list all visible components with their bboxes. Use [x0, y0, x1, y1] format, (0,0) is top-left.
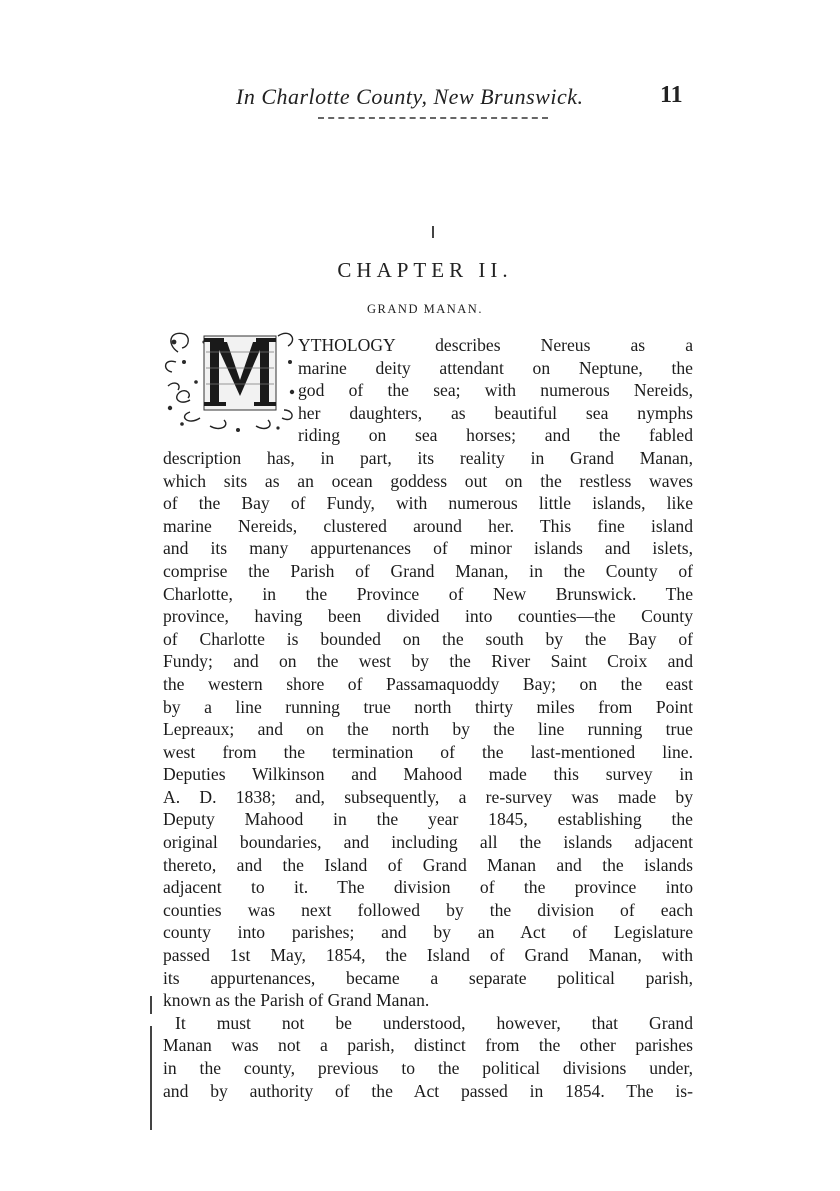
text-line: god of the sea; with numerous Nereids, [298, 380, 693, 401]
text-line: in the county, previous to the political divisions under, [163, 1058, 693, 1078]
text-line: It must not be understood, however, that Grand [175, 1012, 693, 1033]
text-line: by a line running true north thirty miles from Point [163, 696, 693, 717]
text-line: description has, in part, its reality in Grand Manan, [163, 447, 693, 468]
text-line: Charlotte, in the Province of New Brunswick. The [163, 583, 693, 604]
text-line: original boundaries, and including all the islands adjacent [163, 832, 693, 853]
text-line: west from the termination of the last-mentioned line. [163, 741, 693, 762]
text-line: marine deity attendant on Neptune, the [298, 357, 693, 378]
text-line: and its many appurtenances of minor islands and islets, [163, 538, 693, 559]
section-title: GRAND MANAN. [367, 302, 483, 316]
text-line: its appurtenances, became a separate political parish, [163, 967, 693, 988]
text-line: comprise the Parish of Grand Manan, in the County of [163, 560, 693, 581]
decorative-tick [432, 226, 434, 238]
text-line: Fundy; and on the west by the River Saint Croix and [163, 651, 693, 672]
header-rule [318, 117, 548, 119]
text-line: Lepreaux; and on the north by the line running true [163, 719, 693, 740]
chapter-title: CHAPTER II. [337, 258, 513, 282]
text-line: and by authority of the Act passed in 1854. The is- [163, 1080, 693, 1101]
page-number: 11 [660, 82, 683, 108]
body-text [163, 334, 693, 1102]
text-line: her daughters, as beautiful sea nymphs [298, 402, 693, 423]
text-line: which sits as an ocean goddess out on the restless waves [163, 470, 693, 491]
text-line: Deputies Wilkinson and Mahood made this survey in [163, 764, 693, 785]
margin-mark [150, 996, 152, 1014]
text-line: counties was next followed by the division of each [163, 899, 693, 920]
text-line: of the Bay of Fundy, with numerous little islands, like [163, 493, 693, 514]
text-line: riding on sea horses; and the fabled [298, 425, 693, 446]
text-line: marine Nereids, clustered around her. This fine island [163, 515, 693, 536]
margin-mark [150, 1026, 152, 1130]
text-line: the western shore of Passamaquoddy Bay; on the east [163, 673, 693, 694]
text-line: passed 1st May, 1854, the Island of Grand Manan, with [163, 945, 693, 966]
running-head: In Charlotte County, New Brunswick. [236, 84, 584, 109]
text-line: province, having been divided into counties—the County [163, 606, 693, 627]
text-line: Deputy Mahood in the year 1845, establishing the [163, 809, 693, 830]
text-line: of Charlotte is bounded on the south by the Bay of [163, 628, 693, 649]
text-line: adjacent to it. The division of the province into [163, 877, 693, 898]
text-line: Manan was not a parish, distinct from the other parishes [163, 1035, 693, 1056]
text-line: A. D. 1838; and, subsequently, a re-survey was made by [163, 786, 693, 807]
text-line: thereto, and the Island of Grand Manan and the islands [163, 854, 693, 875]
text-line: county into parishes; and by an Act of Legislature [163, 922, 693, 943]
text-line: known as the Parish of Grand Manan. [163, 990, 430, 1011]
text-line: YTHOLOGY describes Nereus as a [298, 335, 693, 355]
